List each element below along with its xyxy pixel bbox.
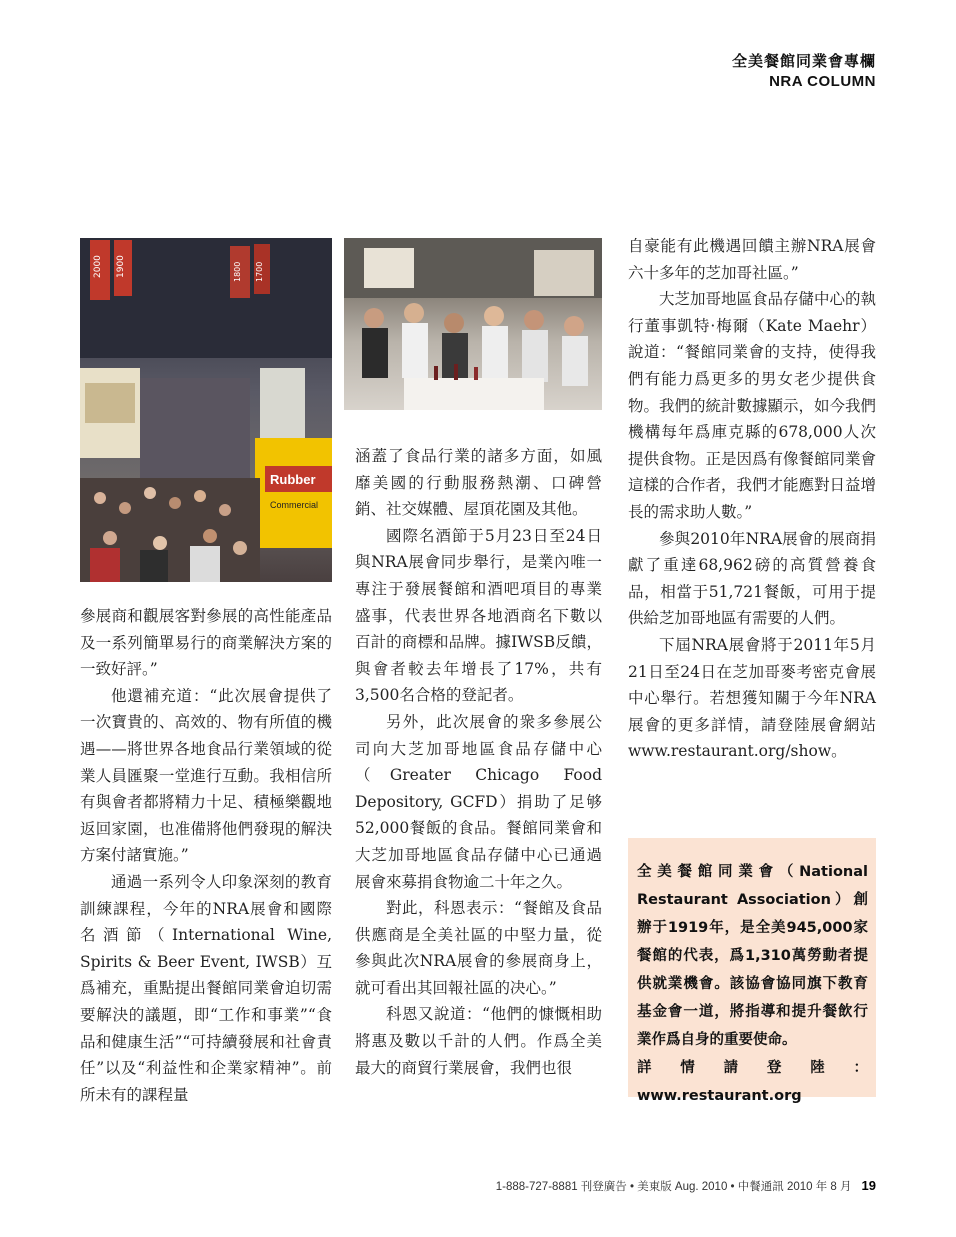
- paragraph: 國際名酒節于5月23日至24日與NRA展會同步舉行，是業內唯一專注于發展餐館和酒吧項目的專業盛事，代表世界各地酒商名下數以百計的商標和品牌。據IWSB反饋，與會者較去年增長了17%，共有3,500名合格的登記者。: [355, 526, 602, 705]
- paragraph: 另外，此次展會的衆多參展公司向大芝加哥地區食品存儲中心（Greater Chicago Food Depository, GCFD）捐助了足够52,000餐飯的食品。餐館同業會和大芝加哥地區食品存儲中心已通過展會來募捐食物逾二十年之久。: [355, 712, 602, 891]
- paragraph: 科恩又說道：“他們的慷慨相助將惠及數以千計的人們。作爲全美最大的商貿行業展會，我們也很: [355, 1005, 602, 1077]
- page-number: 19: [861, 1178, 876, 1193]
- booth-sign-commercial: Commercial: [270, 500, 319, 510]
- banner-label-1900: 1900: [116, 255, 126, 278]
- column-title-zh: 全美餐館同業會專欄: [731, 52, 876, 70]
- banner-label-1700: 1700: [255, 261, 264, 282]
- paragraph: 涵蓋了食品行業的諸多方面，如風靡美國的行動服務熱潮、口碑營銷、社交媒體、屋頂花園及其他。: [355, 447, 602, 519]
- article-column-3: [628, 233, 876, 765]
- nra-website-link[interactable]: 詳情請登陸：www.restaurant.org: [637, 1060, 868, 1104]
- footer-text: 1-888-727-8881 刊登廣告 • 美東版 Aug. 2010 • 中餐通訊 2010 年 8 月: [495, 1181, 852, 1193]
- trade-show-hall-illustration: [80, 238, 332, 582]
- paragraph: 對此，科恩表示：“餐館及食品供應商是全美社區的中堅力量，從參與此次NRA展會的參展商身上，就可看出其回報社區的决心。”: [355, 899, 602, 997]
- article-column-2: [355, 443, 602, 1081]
- paragraph: 參展商和觀展客對參展的高性能產品及一系列簡單易行的商業解決方案的一致好評。”: [80, 607, 332, 679]
- nra-info-box: [628, 838, 876, 1104]
- article-column-1: [80, 603, 332, 1108]
- column-header: [732, 50, 876, 90]
- wine-event-photo: [344, 238, 602, 410]
- column-title-en: NRA COLUMN: [769, 73, 876, 90]
- paragraph: 大芝加哥地區食品存儲中心的執行董事凱特·梅爾（Kate Maehr）說道：“餐館同業會的支持，使得我們有能力爲更多的男女老少提供食物。我們的統計數據顯示，如今我們機構每年爲庫克縣的678,000人次提供食物。正是因爲有像餐館同業會這樣的合作者，我們才能應對日益增長的需求助人數。”: [628, 290, 877, 521]
- paragraph: 參與2010年NRA展會的展商捐獻了重達68,962磅的高質營養食品，相當于51,721餐飯，可用于提供給芝加哥地區有需要的人們。: [628, 529, 876, 628]
- paragraph: 他還補充道：“此次展會提供了一次寶貴的、高效的、物有所值的機遇——將世界各地食品行業領域的從業人員匯聚一堂進行互動。我相信所有與會者都將精力十足、積極樂觀地返回家園，也准備將他們發現的解決方案付諸實施。”: [80, 686, 332, 865]
- wine-event-illustration: [344, 238, 602, 410]
- paragraph: 自豪能有此機遇回饋主辦NRA展會六十多年的芝加哥社區。”: [628, 237, 876, 282]
- banner-label-2000: 2000: [93, 255, 103, 278]
- page-footer: [496, 1178, 876, 1194]
- paragraph: 下屆NRA展會將于2011年5月21日至24日在芝加哥麥考密克會展中心舉行。若想獲知關于今年NRA展會的更多詳情，請登陸展會網站www.restaurant.org/show。: [628, 635, 876, 761]
- trade-show-hall-photo: [80, 238, 332, 582]
- booth-sign-rubbermaid: Rubber: [270, 472, 316, 487]
- nra-info-text: 全美餐館同業會（National Restaurant Association）創辦于1919年，是全美945,000家餐館的代表，爲1,310萬勞動者提供就業機會。該協會協同旗下教育基金會一道，將指導和提升餐飲行業作爲自身的重要使命。: [637, 864, 868, 1048]
- banner-label-1800: 1800: [233, 261, 242, 282]
- paragraph: 通過一系列令人印象深刻的教育訓練課程，今年的NRA展會和國際名酒節（International Wine, Spirits & Beer Event, IWSB）互爲補充，重點提出餐館同業會迫切需要解決的議題，即“工作和事業”“食品和健康生活”“可持續發展和社會責任”以及“利益性和企業家精神”。前所未有的課程量: [80, 872, 332, 1104]
